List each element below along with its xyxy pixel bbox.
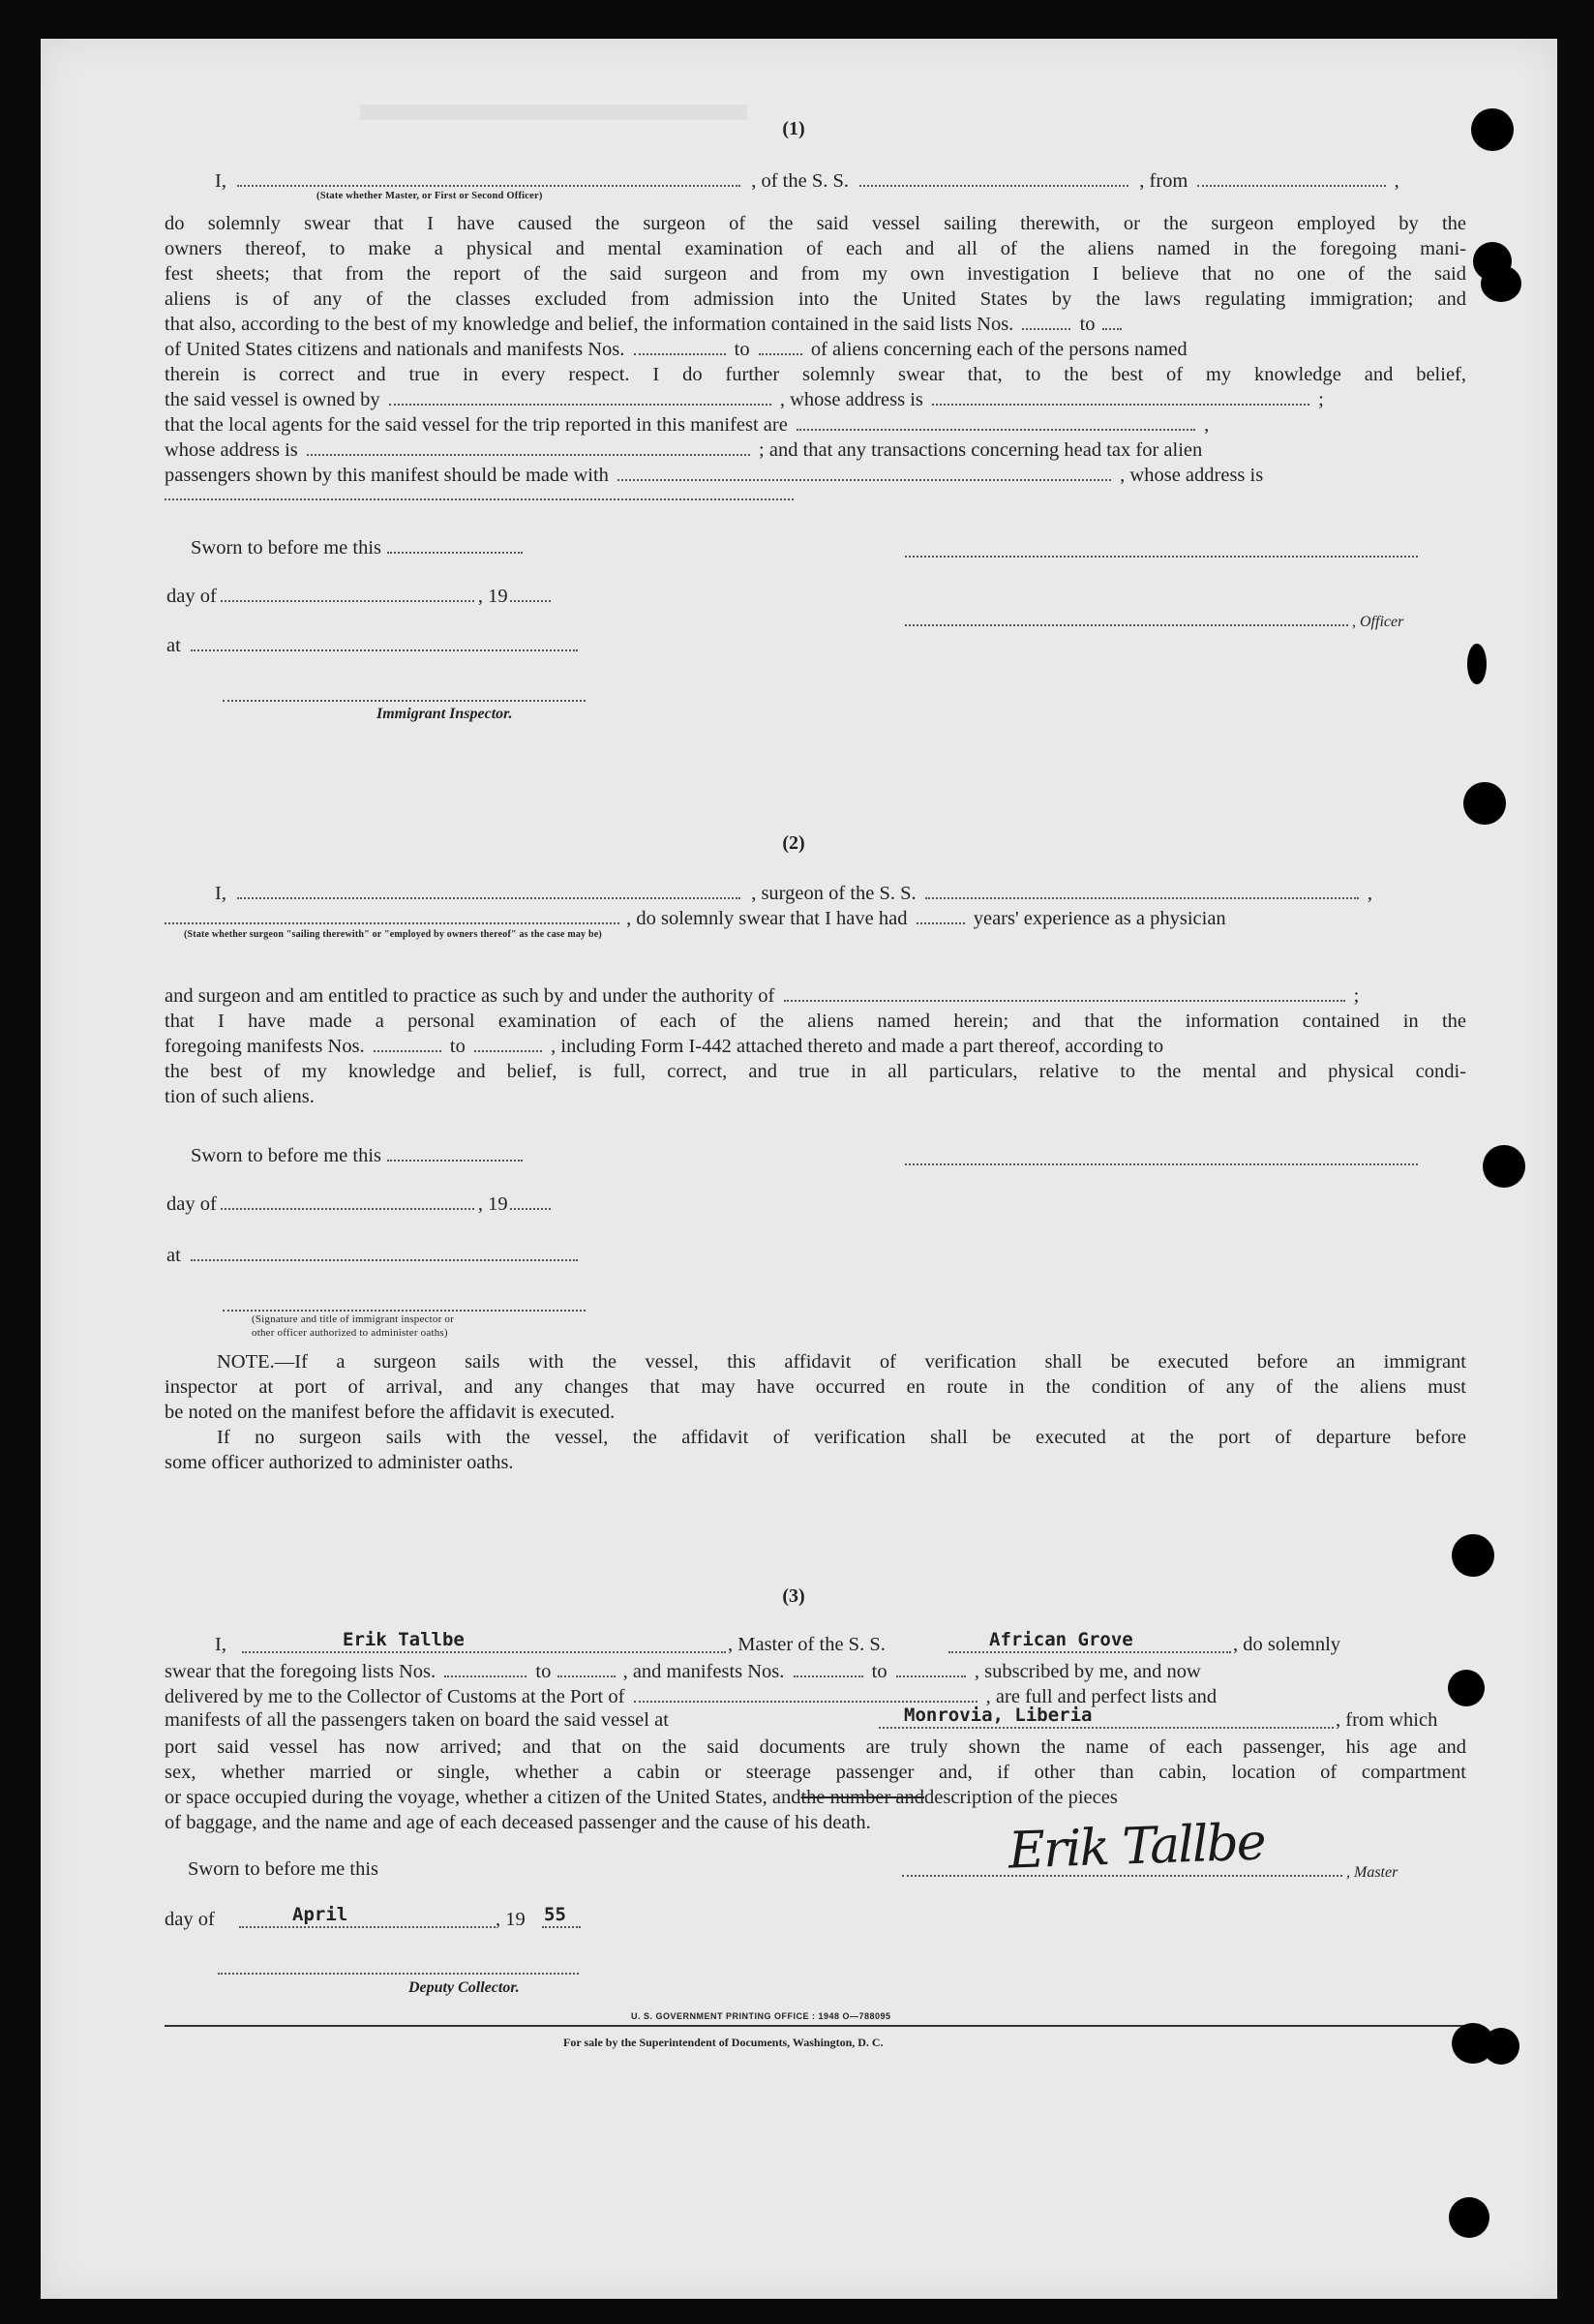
s2-sworn: Sworn to before me this [191,1145,523,1167]
s3-year-prefix: , 19 [496,1909,526,1930]
s3-sworn: Sworn to before me this [188,1858,378,1880]
manifest-page [41,39,1557,2299]
lists-from-field[interactable] [1022,315,1070,330]
note-line-1: NOTE.—If a surgeon sails with the vessel, this affidavit of verification shall be executed before an immigrant [217,1351,1466,1373]
section-2-heading: (2) [782,832,805,854]
punch-hole [1449,2197,1489,2238]
punch-hole [1483,2028,1519,2065]
s1-year-field[interactable] [510,587,551,602]
manifests-from-field[interactable] [634,340,726,355]
s2-at-field[interactable] [191,1246,578,1261]
month-value[interactable]: April [292,1904,348,1925]
master-field[interactable] [237,171,740,187]
year-value[interactable]: 55 [544,1904,566,1925]
surgeon-name-field[interactable] [237,884,740,899]
s2-surgeon-signature-field[interactable] [905,1163,1418,1165]
footer-rule [165,2025,1466,2027]
s3-line-4: manifests of all the passengers taken on board the said vessel at [165,1709,669,1731]
s3-text-line-8: of baggage, and the name and age of each deceased passenger and the cause of his death. [165,1812,871,1833]
punch-hole [1483,1145,1525,1188]
punch-hole [1481,265,1521,302]
s2-line-5: foregoing manifests Nos. to , including Form I-442 attached thereto and made a part thereof, according to [165,1036,1164,1057]
master-signature-field[interactable] [902,1861,1342,1877]
s1-inspector-signature-field[interactable] [223,700,586,702]
vessel-field[interactable] [859,171,1128,187]
struck-text: the number and [800,1787,924,1808]
section-1-heading: (1) [782,118,805,139]
s2-text-line-6: the best of my knowledge and belief, is full, correct, and true in all particulars, relative to the mental and physical condi- [165,1061,1466,1082]
s1-text-line-2: owners thereof, to make a physical and mental examination of each and all of the aliens named in the foregoing mani- [165,238,1466,259]
manifests-to-field[interactable] [759,340,802,355]
agents-field[interactable] [797,415,1195,431]
owner-field[interactable] [389,390,771,406]
s3-text-line-5: port said vessel has now arrived; and that on the said documents are truly shown the name of each passenger, his age and [165,1736,1466,1758]
s2-sworn-field[interactable] [387,1146,523,1162]
s1-text-line-1: do solemnly swear that I have caused the surgeon of the said vessel sailing therewith, or the surgeon employed by the [165,213,1466,234]
s3-manifests-from-field[interactable] [794,1662,863,1677]
s2-sig-caption-1: (Signature and title of immigrant inspector or [252,1313,454,1325]
s1-line-1: I, , of the S. S. , from , [215,170,1399,192]
s3-line-7: or space occupied during the voyage, whether a citizen of the United States, andthe number anddescription of the pieces [165,1787,1118,1808]
agents-address-field[interactable] [307,440,750,456]
s1-day-field[interactable] [221,587,474,602]
s2-manifests-from-field[interactable] [374,1037,441,1052]
s3-manifests-to-field[interactable] [896,1662,966,1677]
s3-from-which: , from which [1336,1709,1438,1731]
s1-text-line-7: therein is correct and true in every respect. I do further solemnly swear that, to the best of my knowledge and belief, [165,364,1466,385]
s3-text-line-6: sex, whether married or single, whether a cabin or steerage passenger and, if other than cabin, location of compartment [165,1762,1466,1783]
lists-to-field[interactable] [1102,315,1122,330]
s1-line-9: that the local agents for the said vessel for the trip reported in this manifest are , [165,414,1210,436]
port-name-value[interactable]: Monrovia, Liberia [904,1705,1093,1726]
s1-sworn: Sworn to before me this [191,537,523,559]
s3-lists-to-field[interactable] [557,1662,616,1677]
s1-officer-line: , Officer [905,610,1403,632]
s1-inspector-caption: Immigrant Inspector. [376,706,513,722]
note-line-5: some officer authorized to administer oaths. [165,1452,514,1473]
s1-sworn-field[interactable] [387,538,523,554]
punch-hole [1471,108,1514,151]
s3-line-3: delivered by me to the Collector of Customs at the Port of , are full and perfect lists and [165,1686,1218,1707]
s1-at-field[interactable] [191,636,578,651]
port-of-field[interactable] [634,1687,977,1703]
s3-line-2: swear that the foregoing lists Nos. to , and manifests Nos. to , subscribed by me, and now [165,1661,1201,1682]
s2-year-field[interactable] [510,1194,551,1210]
s3-master-line: , Master [902,1860,1398,1883]
punch-hole [1467,644,1487,684]
master-name-value[interactable]: Erik Tallbe [343,1629,465,1650]
owner-address-field[interactable] [932,390,1309,406]
s2-text-line-4: that I have made a personal examination of each of the aliens named herein; and that the information contained in the [165,1011,1466,1032]
master-signature: Erik Tallbe [1008,1813,1266,1881]
section-3-heading: (3) [782,1585,805,1607]
s2-vessel-field[interactable] [925,884,1359,899]
s2-sig-caption-2: other officer authorized to administer oaths) [252,1327,448,1339]
s3-lists-from-field[interactable] [444,1662,526,1677]
s1-line-11: passengers shown by this manifest should be made with , whose address is [165,465,1264,486]
s2-at: at [166,1245,578,1267]
s2-inspector-signature-field[interactable] [223,1310,586,1312]
s1-officer-signature-field[interactable] [905,556,1418,558]
caption-surgeon: (State whether surgeon "sailing therewith" or "employed by owners thereof" as the case may be) [184,929,602,940]
from-field[interactable] [1197,171,1386,187]
punch-hole [1448,1670,1485,1706]
s2-line-1: I, , surgeon of the S. S. , [215,883,1373,904]
s1-day-of: day of , 19 [166,586,551,608]
punch-hole [1463,782,1506,825]
s1-line-5: that also, according to the best of my knowledge and belief, the information contained in the said lists Nos. to [165,312,1124,337]
bleed-through-text [360,105,747,120]
s1-line-10: whose address is ; and that any transactions concerning head tax for alien [165,439,1203,461]
s1-text-line-4: aliens is of any of the classes excluded from admission into the United States by the laws regulating immigration; and [165,288,1466,310]
head-tax-field[interactable] [617,466,1111,481]
s3-master-of: , Master of the S. S. [728,1634,886,1655]
sale-note: For sale by the Superintendent of Documents, Washington, D. C. [563,2036,884,2049]
s1-text-line-3: fest sheets; that from the report of the said surgeon and from my own investigation I believe that no one of the said [165,263,1466,285]
deputy-signature-field[interactable] [218,1973,579,1975]
s2-line-2: , do solemnly swear that I have had years' experience as a physician [165,906,1226,931]
s3-day-of: day of [165,1909,215,1930]
s1-line-6: of United States citizens and nationals and manifests Nos. to of aliens concerning each of the persons named [165,339,1188,360]
note-line-4: If no surgeon sails with the vessel, the affidavit of verification shall be executed at the port of departure before [217,1427,1466,1448]
note-line-2: inspector at port of arrival, and any changes that may have occurred en route in the condition of any of the aliens must [165,1376,1466,1398]
authority-field[interactable] [784,986,1345,1002]
caption-master: (State whether Master, or First or Second Officer) [316,191,543,201]
surgeon-type-field[interactable] [165,909,619,924]
vessel-name-value[interactable]: African Grove [989,1629,1133,1650]
s3-i: I, [215,1634,226,1655]
s2-day-field[interactable] [221,1194,474,1210]
s1-line-8: the said vessel is owned by , whose address is ; [165,389,1324,410]
years-field[interactable] [917,909,965,924]
gpo-imprint: U. S. GOVERNMENT PRINTING OFFICE : 1948 O—788095 [631,2011,891,2021]
punch-hole [1452,1534,1494,1577]
s2-manifests-to-field[interactable] [474,1037,542,1052]
note-line-3: be noted on the manifest before the affidavit is executed. [165,1402,616,1423]
head-tax-address-field[interactable] [165,498,794,500]
s3-solemnly: , do solemnly [1233,1634,1341,1655]
s2-line-3: and surgeon and am entitled to practice as such by and under the authority of ; [165,985,1360,1007]
deputy-caption: Deputy Collector. [408,1979,520,1996]
s2-text-line-7: tion of such aliens. [165,1086,315,1107]
s1-at: at [166,635,578,657]
s2-day-of: day of , 19 [166,1193,551,1216]
